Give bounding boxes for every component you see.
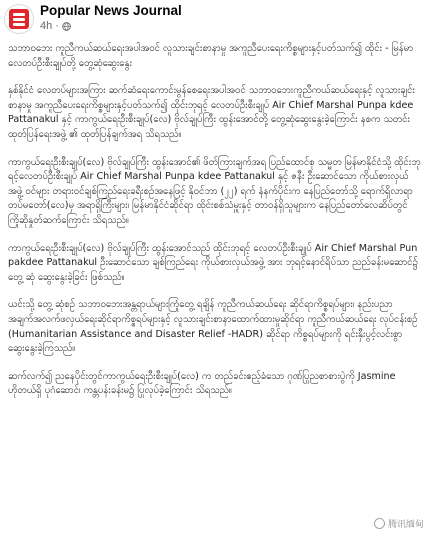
post-body: [8, 42, 422, 412]
post-timestamp[interactable]: 4h: [40, 20, 53, 32]
watermark-text: 腾讯缅甸: [387, 520, 424, 530]
post-paragraph: ကာကွယ်ရေးဦးစီးချုပ်(လေ) ဗိုလ်ချုပ်ကြီး ထွန်းအောင်သည် ထိုင်းဘုရင့် လေတပ်ဦးစီးချုပ် Air Chief Marshal Pun pakdee Pattanakul ဦးဆောင်သော ချစ်ကြည်ရေး ကိုယ်စားလှယ်အဖွဲ့ အား ဘုရင့်နောင်ရိပ်သာ ညည်ခန်းမဆောင်၌ တွေ့ ဆုံ ဆွေးနွေးခဲ့ခြင်း ဖြစ်သည်။: [8, 242, 418, 283]
globe-icon: [62, 22, 71, 31]
post-paragraph: နှစ်နိုင်ငံ လေတပ်များအကြား ဆက်ဆံရေးကောင်းမွန်စေရေးအပါအဝင် သဘာဝဘေးကူညီကယ်ဆယ်ရေးနှင့် လူသားချင်းစာနာမှု အကူညီပေးရေးကိစ္စများနှင့်ပတ်သက်၍ ထိုင်းဘုရင့် လေတပ်ဦးစီးချုပ် Air Chief Marshal Punpa kdee Pattanakul နှင့် ကာကွယ်ရေးဦးစီးချုပ်(လေ) ဗိုလ်ချုပ်ကြီး ထွန်းအောင်တို့ တွေ့ဆုံဆွေးနွေးခဲ့ကြောင်း နစက သတင်းထုတ်ပြန်ရေးအဖွဲ့ ၏ ထုတ်ပြန်ချက်အရ သိရသည်။: [8, 85, 415, 140]
post-header: [0, 0, 430, 38]
post-headline: သဘာဝဘေး ကူညီကယ်ဆယ်ရေးအပါအဝင် လူသားချင်းစာနာမှု အကူညီပေးရေးကိစ္စများနှင့်ပတ်သက်၍ ထိုင်း - မြန်မာ လေတပ်ဦးစီးချုပ်တို့ တွေ့ဆုံဆွေးနွေး: [8, 43, 414, 69]
meta-separator: ·: [55, 20, 59, 32]
post-paragraph: ဆက်လက်၍ ညနေပိုင်းတွင်ကာကွယ်ရေးဦးစီးချုပ်(လေ) က တည်ခင်းဧည့်ခံသော ဂုဏ်ပြုညစာစားပွဲကို Jasmine ဟိုတယ်ရှိ ပုဂံဆောင်၊ ကန္တပန်းခန်းမ၌ ပြုလုပ်ခဲ့ကြောင်း သိရသည်။: [8, 370, 396, 397]
newspaper-logo-icon: [9, 9, 29, 29]
post-meta: [40, 20, 71, 32]
post-paragraph: ယင်းသို့ တွေ့ ဆုံစဉ် သဘာဝဘေးအန္တရာယ်များကြုံတွေ့ ရချိန် ကူညီကယ်ဆယ်ရေး ဆိုင်ရာကိစ္စရပ်များ၊ နည်းပညာ အချက်အလက်ဖလှယ်ရေးဆိုင်ရာကိစ္စရပ်များနှင့် လူသားချင်းစာနာထောက်ထားမှုဆိုင်ရာ ကူညီကယ်ဆယ်ရေး လုပ်ငန်းစဉ် (Humanitarian Assistance and Disaster Relief -HADR) ဆိုင်ရာ ကိစ္စရပ်များကို ရင်းနှီးပွင့်လင်းစွာ ဆွေးနွေးခဲ့ကြသည်။: [8, 299, 418, 355]
watermark: [374, 517, 424, 530]
watermark-logo-icon: [374, 518, 385, 529]
page-name[interactable]: Popular News Journal: [40, 3, 182, 18]
page-avatar[interactable]: [4, 4, 34, 34]
post-paragraph: ကာကွယ်ရေးဦးစီးချုပ်(လေ) ဗိုလ်ချုပ်ကြီး ထွန်းအောင်၏ ဖိတ်ကြားချက်အရ ပြည်ထောင်စု သမ္မတ မြန်မာနိုင်ငံသို့ ထိုင်းဘုရင့်လေတပ်ဦးစီးချုပ် Air Chief Marshal Punpa kdee Pattanakul နှင့် ဇနီး ဦးဆောင်သော ကိုယ်စားလှယ်အဖွဲ့ ဝင်များ တရားဝင်ချစ်ကြည်ရေးခရီးစဉ်အနေဖြင့် နိုဝင်ဘာ (၂၂) ရက် နံနက်ပိုင်းက နေပြည်တော်သို့ ရောက်ရှိလာရာ တပ်မတော်(လေ)မှ အရာရှိကြီးများ၊ မြန်မာနိုင်ငံဆိုင်ရာ ထိုင်းစစ်သံမှူးနှင့် တာဝန်ရှိသူများက နေပြည်တော်လေဆိပ်တွင် ကြိုဆိုနှုတ်ဆက်ကြောင်း သိရသည်။: [8, 156, 421, 226]
